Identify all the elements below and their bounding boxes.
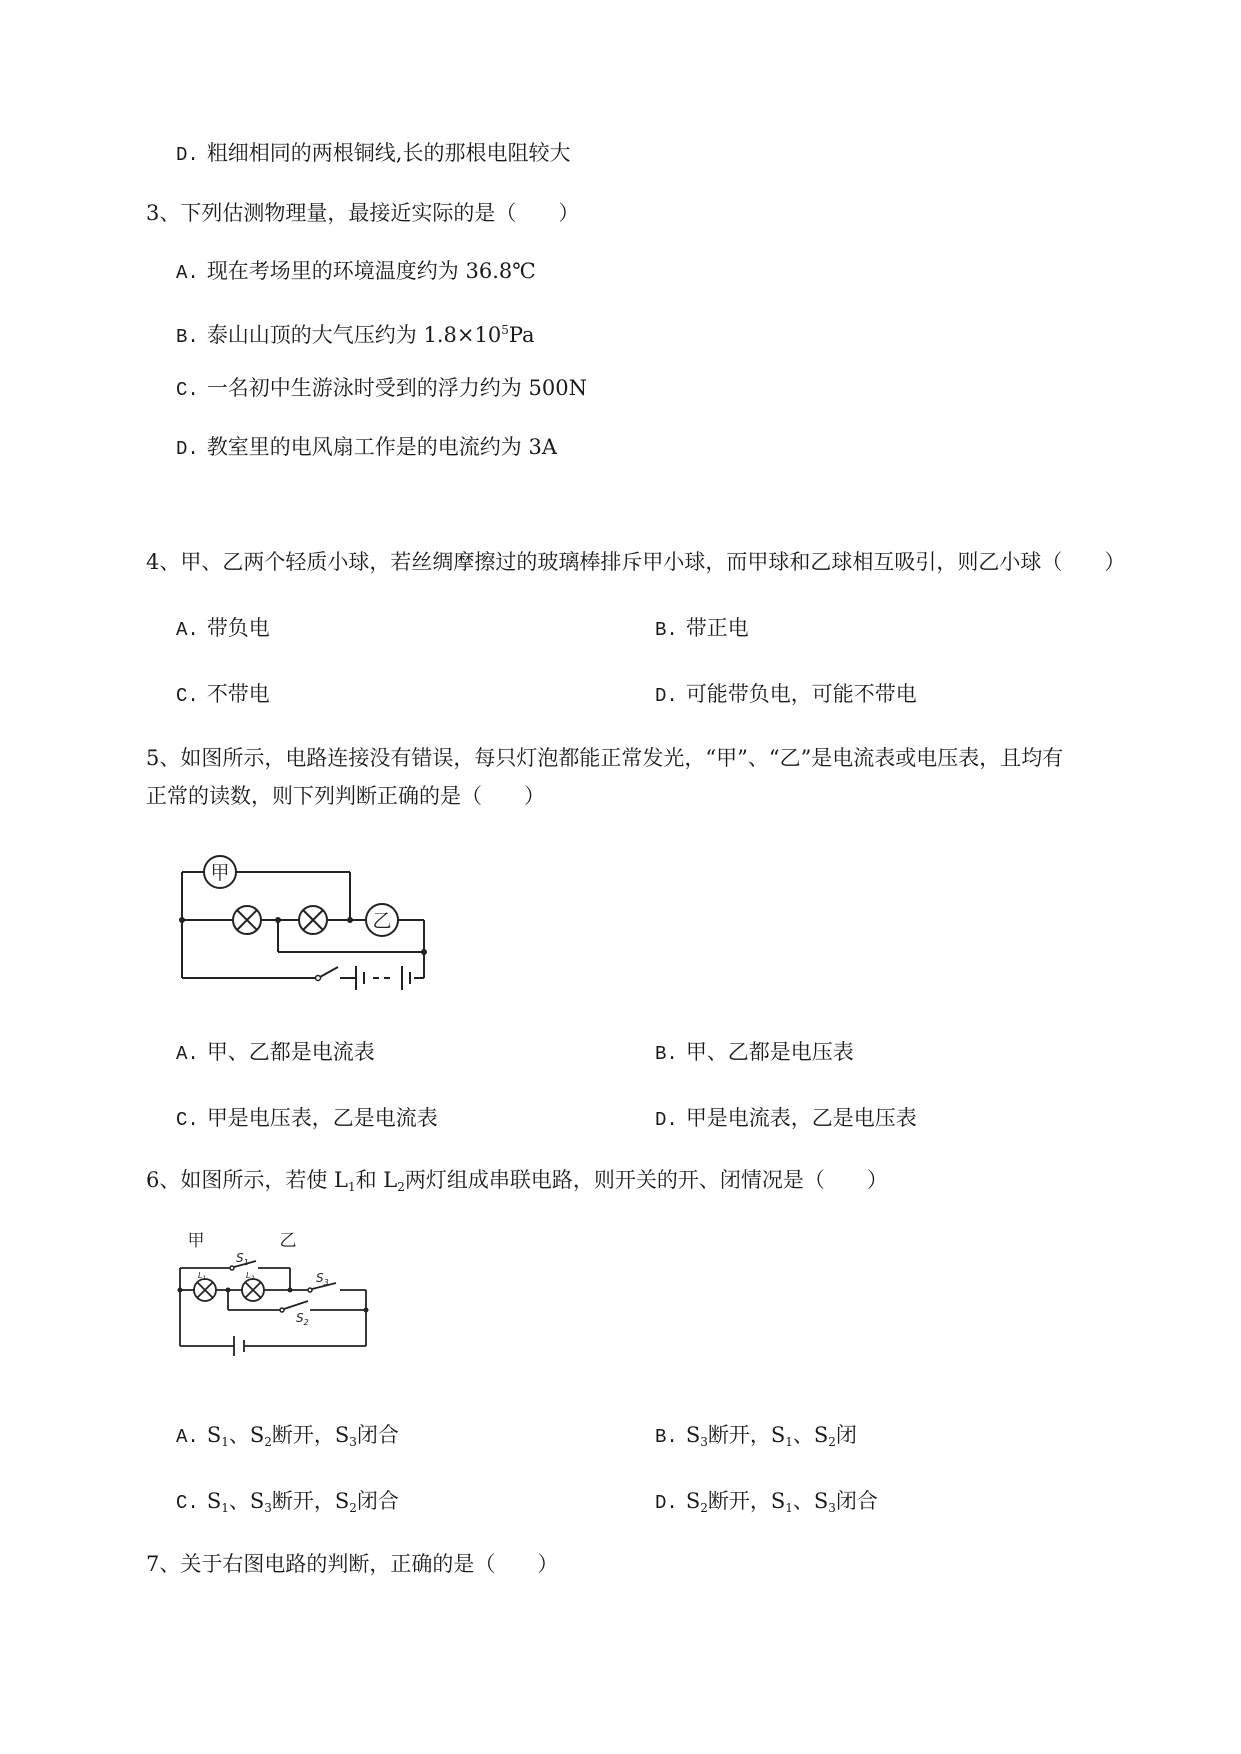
option-label: D.: [655, 1492, 678, 1514]
q6-stem: [146, 1166, 888, 1201]
option-sub: 1: [221, 1435, 229, 1449]
q4-option-d: [655, 680, 917, 710]
lamp-icon: [233, 906, 261, 934]
option-text: 带正电: [685, 616, 749, 640]
option-text: 、S: [228, 1489, 265, 1513]
option-label: B.: [655, 619, 678, 641]
option-text: 断开，S: [707, 1423, 786, 1447]
option-sub: 1: [785, 1501, 793, 1515]
option-text: 不带电: [206, 682, 270, 706]
q6-stem-part: 6、如图所示，若使 L: [146, 1168, 348, 1192]
option-label: A.: [176, 1426, 199, 1448]
option-text: 断开，S: [271, 1423, 350, 1447]
q4-option-a: [176, 614, 270, 644]
option-text: 粗细相同的两根铜线,长的那根电阻较大: [206, 141, 571, 165]
option-sub: 2: [349, 1501, 357, 1515]
option-label: C.: [176, 1109, 199, 1131]
q5-stem-line1: 5、如图所示，电路连接没有错误，每只灯泡都能正常发光，“甲”、“乙”是电流表或电压表，且均有: [146, 746, 1064, 770]
q3-option-c: [176, 374, 587, 404]
option-label: A.: [176, 1043, 199, 1065]
lamp-label-l2: $L_2$: [246, 1271, 255, 1282]
q6-stem-sub: 1: [347, 1180, 356, 1194]
q3-option-d: [176, 433, 557, 463]
option-sub: 3: [349, 1435, 357, 1449]
meter-jia-label: 甲: [210, 862, 230, 884]
option-label: D.: [176, 144, 199, 166]
switch-label-s2: $S_2$: [296, 1311, 309, 1327]
option-label: B.: [655, 1043, 678, 1065]
option-text: S: [206, 1423, 222, 1447]
option-text: 、S: [228, 1423, 265, 1447]
option-label: C.: [176, 1492, 199, 1514]
q6-circuit-figure: [170, 1228, 380, 1358]
q3-stem: 3、下列估测物理量，最接近实际的是（ ）: [146, 201, 580, 225]
option-text: S: [685, 1489, 701, 1513]
option-label: A.: [176, 262, 199, 284]
q6-option-b: [655, 1421, 857, 1456]
option-text: 泰山山顶的大气压约为 1.8×10: [206, 323, 502, 347]
q6-stem-part: 和 L: [355, 1168, 398, 1192]
q4-stem: 4、甲、乙两个轻质小球，若丝绸摩擦过的玻璃棒排斥甲小球，而甲球和乙球相互吸引，则乙小球（ ）: [146, 550, 1126, 574]
q6-option-a: [176, 1421, 399, 1456]
q5-option-d: [655, 1104, 917, 1134]
q5-option-b: [655, 1038, 854, 1068]
q5-circuit-figure: [170, 850, 440, 990]
option-text: 闭合: [356, 1489, 399, 1513]
q7-stem: 7、关于右图电路的判断，正确的是（ ）: [146, 1552, 559, 1576]
option-label: B.: [655, 1426, 678, 1448]
meter-yi-label: 乙: [372, 910, 392, 932]
lamp-icon: [194, 1279, 216, 1301]
option-text: 可能带负电，可能不带电: [685, 682, 917, 706]
option-text: 断开，S: [707, 1489, 786, 1513]
option-sub: 2: [828, 1435, 836, 1449]
figure-label-jia: 甲: [187, 1231, 205, 1251]
option-label: C.: [176, 685, 199, 707]
q3-option-a: [176, 257, 536, 287]
option-text: 教室里的电风扇工作是的电流约为 3A: [206, 435, 558, 459]
q6-stem-sub: 2: [397, 1180, 405, 1194]
option-text: 、S: [792, 1423, 829, 1447]
option-sub: 1: [221, 1501, 229, 1515]
option-text: 断开，S: [271, 1489, 350, 1513]
lamp-label-l1: $L_1$: [198, 1271, 207, 1282]
q3-option-b: [176, 316, 535, 351]
option-label: D.: [655, 1109, 678, 1131]
option-superscript: 5: [501, 323, 509, 337]
option-label: A.: [176, 619, 199, 641]
option-text: 甲、乙都是电压表: [685, 1040, 854, 1064]
option-text: 带负电: [206, 616, 270, 640]
lamp-icon: [299, 906, 327, 934]
option-text: 一名初中生游泳时受到的浮力约为 500N: [206, 376, 587, 400]
switch-label-s1: $S_1$: [236, 1251, 249, 1267]
lamp-icon: [242, 1279, 264, 1301]
q5-stem-line2: 正常的读数，则下列判断正确的是（ ）: [146, 784, 545, 808]
option-sub: 3: [828, 1501, 836, 1515]
option-sub: 3: [264, 1501, 272, 1515]
option-sub: 2: [264, 1435, 272, 1449]
q5-option-c: [176, 1104, 438, 1134]
option-label: D.: [655, 685, 678, 707]
option-text: 甲是电压表，乙是电流表: [206, 1106, 438, 1130]
q4-option-c: [176, 680, 270, 710]
option-sub: 3: [700, 1435, 708, 1449]
option-text: 甲、乙都是电流表: [206, 1040, 375, 1064]
option-label: B.: [176, 326, 199, 348]
option-text: S: [685, 1423, 701, 1447]
option-text: 、S: [792, 1489, 829, 1513]
figure-label-yi: 乙: [279, 1231, 297, 1251]
switch-label-s3: $S_3$: [316, 1271, 329, 1287]
option-text: 闭: [835, 1423, 857, 1447]
option-text: 闭合: [356, 1423, 399, 1447]
option-text: 闭合: [835, 1489, 878, 1513]
q2-option-d: [176, 139, 571, 169]
option-text: S: [206, 1489, 222, 1513]
option-text: 甲是电流表，乙是电压表: [685, 1106, 917, 1130]
q6-option-c: [176, 1487, 399, 1522]
q5-option-a: [176, 1038, 375, 1068]
option-unit: Pa: [508, 323, 535, 347]
option-label: C.: [176, 379, 199, 401]
option-label: D.: [176, 438, 199, 460]
option-sub: 2: [700, 1501, 708, 1515]
option-sub: 1: [785, 1435, 793, 1449]
q6-stem-part: 两灯组成串联电路，则开关的开、闭情况是（ ）: [404, 1168, 888, 1192]
q6-option-d: [655, 1487, 878, 1522]
option-text: 现在考场里的环境温度约为 36.8℃: [206, 259, 536, 283]
q4-option-b: [655, 614, 749, 644]
